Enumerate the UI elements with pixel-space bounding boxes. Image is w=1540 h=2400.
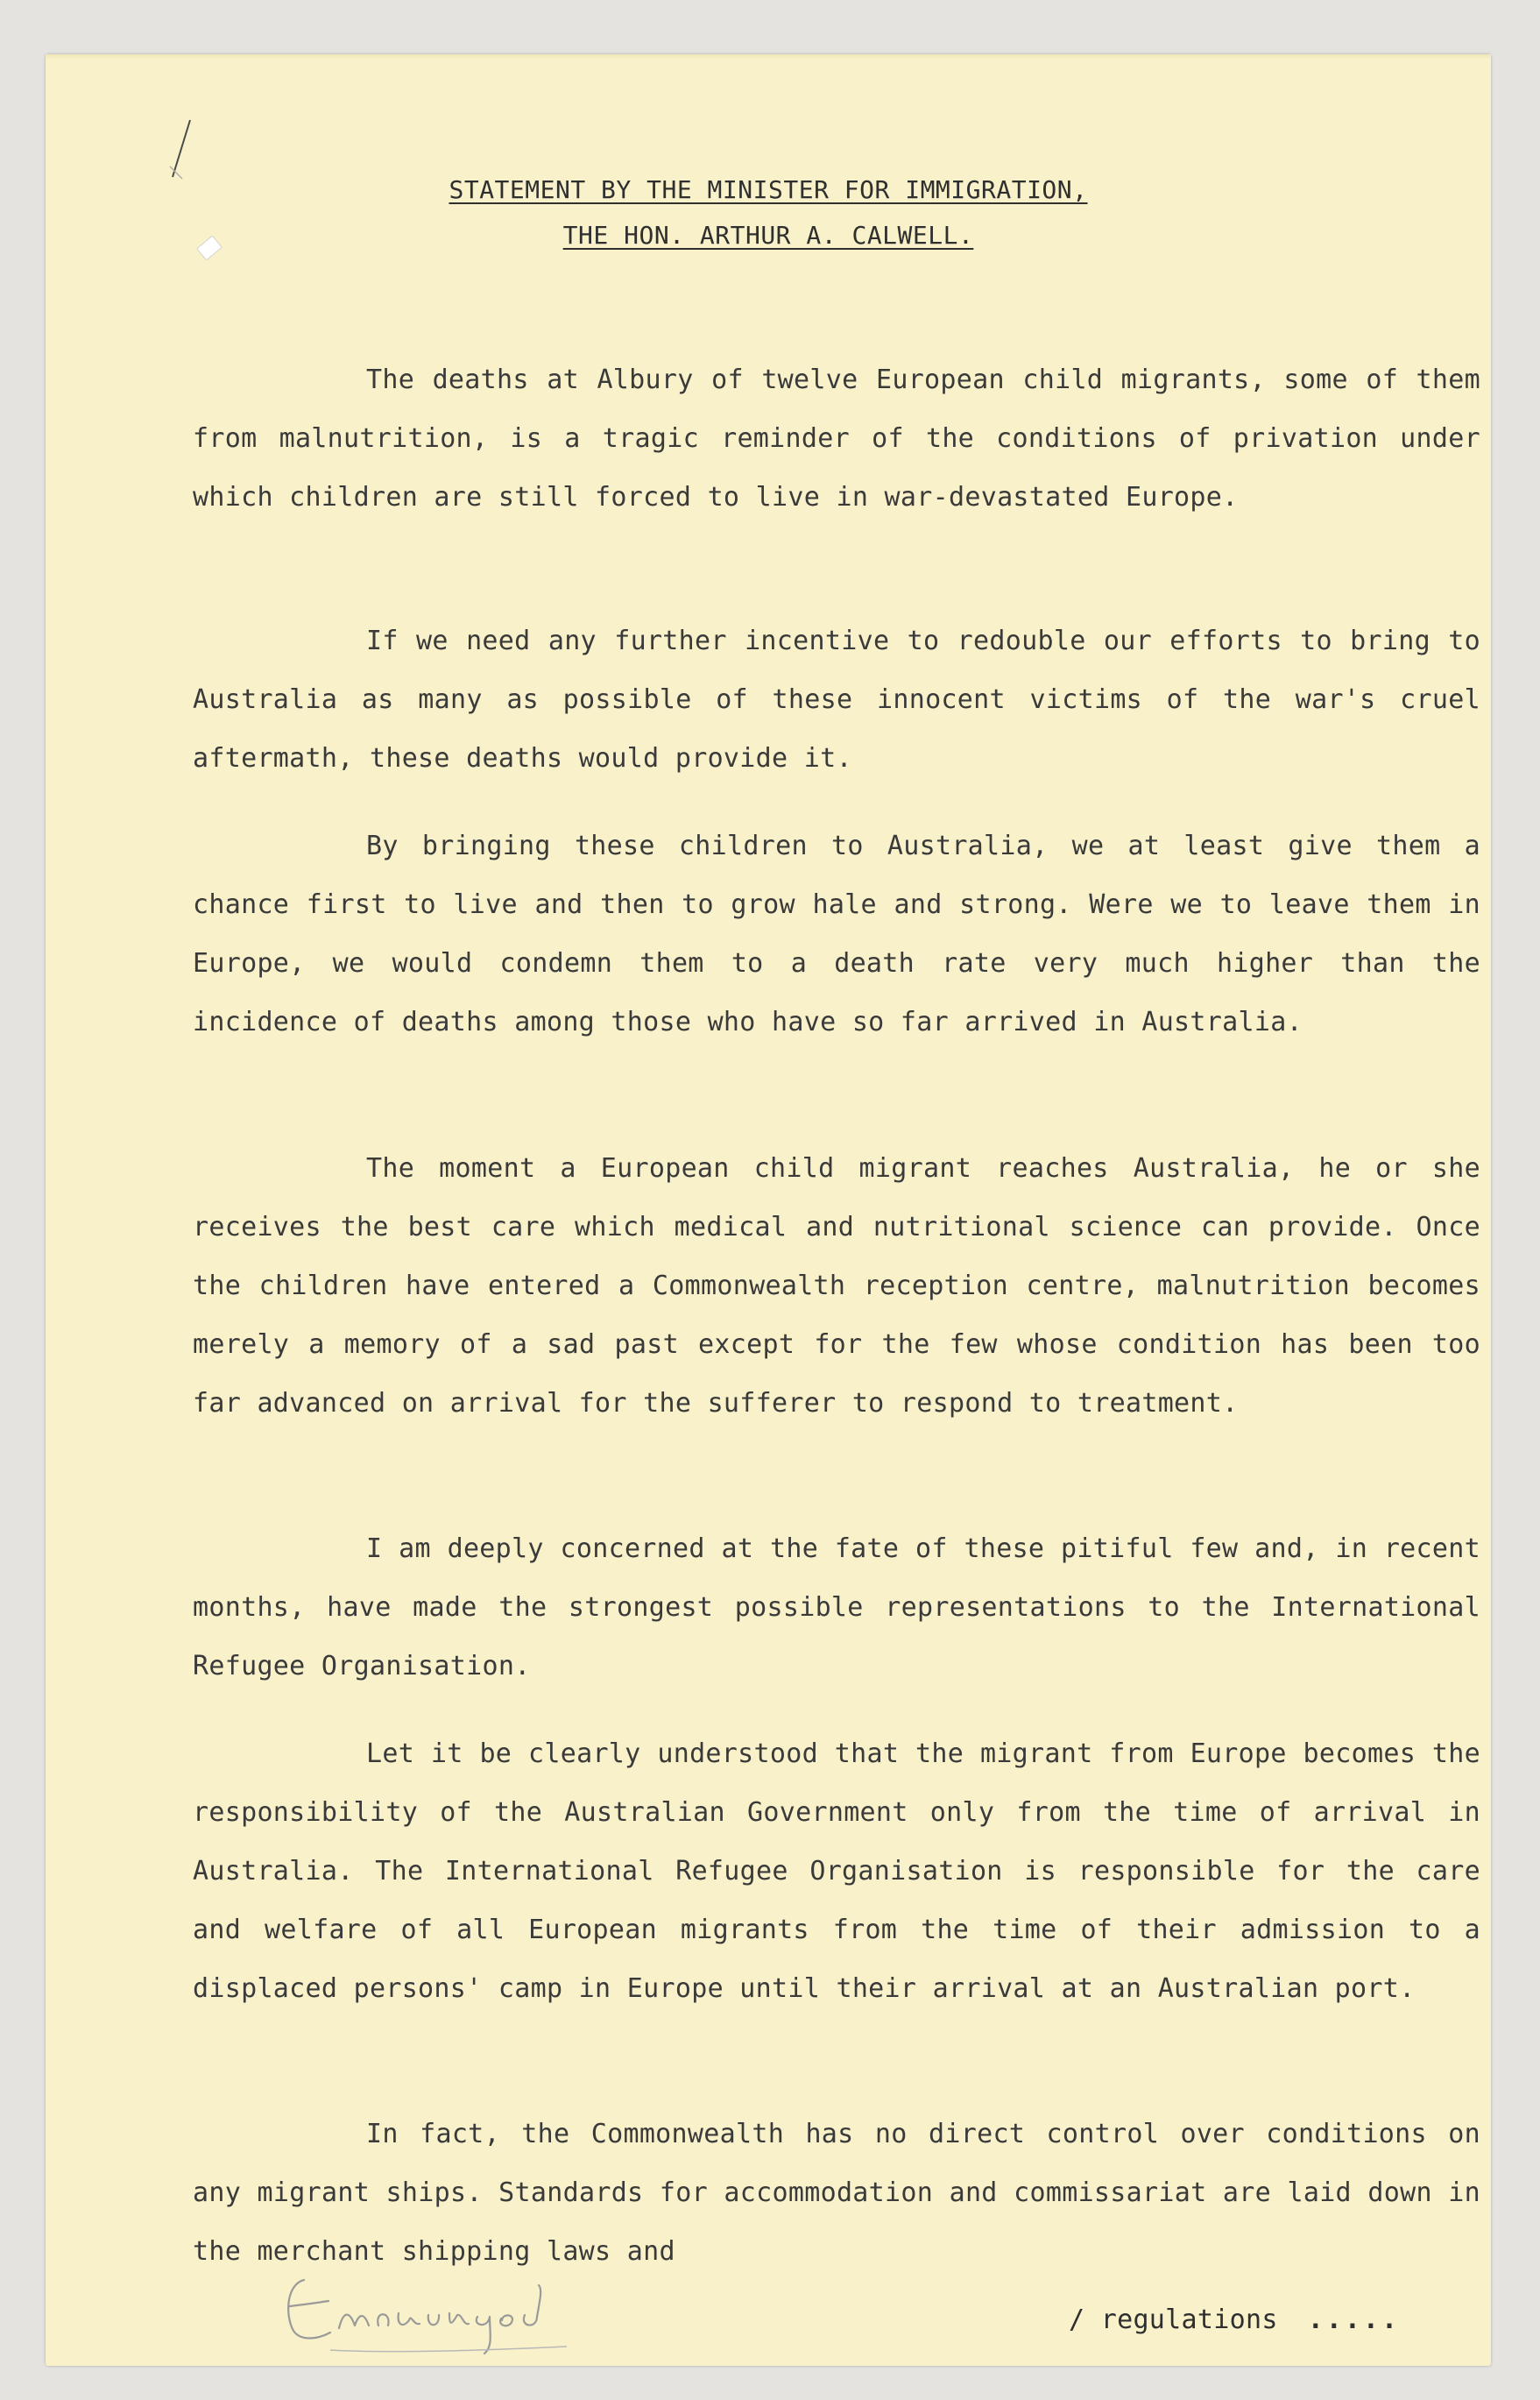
paragraph: In fact, the Commonwealth has no direct control over conditions on any migrant ships. Standards for accommodation and commissariat are laid down in the merchant shipping laws and xyxy=(193,2119,1480,2267)
paragraph: I am deeply concerned at the fate of these pitiful few and, in recent months, have made the strongest possible representations to the International Refugee Organisation. xyxy=(193,1533,1480,1681)
paragraph: If we need any further incentive to redouble our efforts to bring to Australia as many as possible of these innocent victims of the war's cruel aftermath, these deaths would provide it. xyxy=(193,626,1480,774)
paragraph: Let it be clearly understood that the migrant from Europe becomes the responsibility of the Australian Government only from the time of arrival in Australia. The International Refugee Organisation is responsible for the care and welfare of all European migrants from the time of their admission to a displaced persons' camp in Europe until their arrival at an Australian port. xyxy=(193,1738,1480,2004)
heading-line-1: STATEMENT BY THE MINISTER FOR IMMIGRATION, xyxy=(449,175,1088,204)
handwritten-note xyxy=(278,2262,654,2359)
paragraph: The deaths at Albury of twelve European child migrants, some of them from malnutrition, is a tragic reminder of the conditions of privation under which children are still forced to live in war-devastated Europe. xyxy=(193,365,1480,513)
continuation-text: / regulations xyxy=(1069,2304,1278,2335)
paragraph: By bringing these children to Australia, we at least give them a chance first to live and then to grow hale and strong. Were we to leave them in Europe, we would condemn them to a death rate very much higher than the incidence of deaths among those who have so far arrived in Australia. xyxy=(193,831,1480,1037)
document-page xyxy=(46,54,1491,2366)
pencil-mark-icon xyxy=(151,116,203,221)
continuation-marker xyxy=(1069,2304,1400,2335)
paragraph: The moment a European child migrant reaches Australia, he or she receives the best care which medical and nutritional science can provide. Once the children have entered a Commonwealth reception centre, malnutrition becomes merely a memory of a sad past except for the few whose condition has been too far advanced on arrival for the sufferer to respond to treatment. xyxy=(193,1153,1480,1419)
continuation-dots: ..... xyxy=(1307,2304,1401,2335)
page-edge xyxy=(46,54,1491,60)
heading-line-2: THE HON. ARTHUR A. CALWELL. xyxy=(562,221,974,250)
